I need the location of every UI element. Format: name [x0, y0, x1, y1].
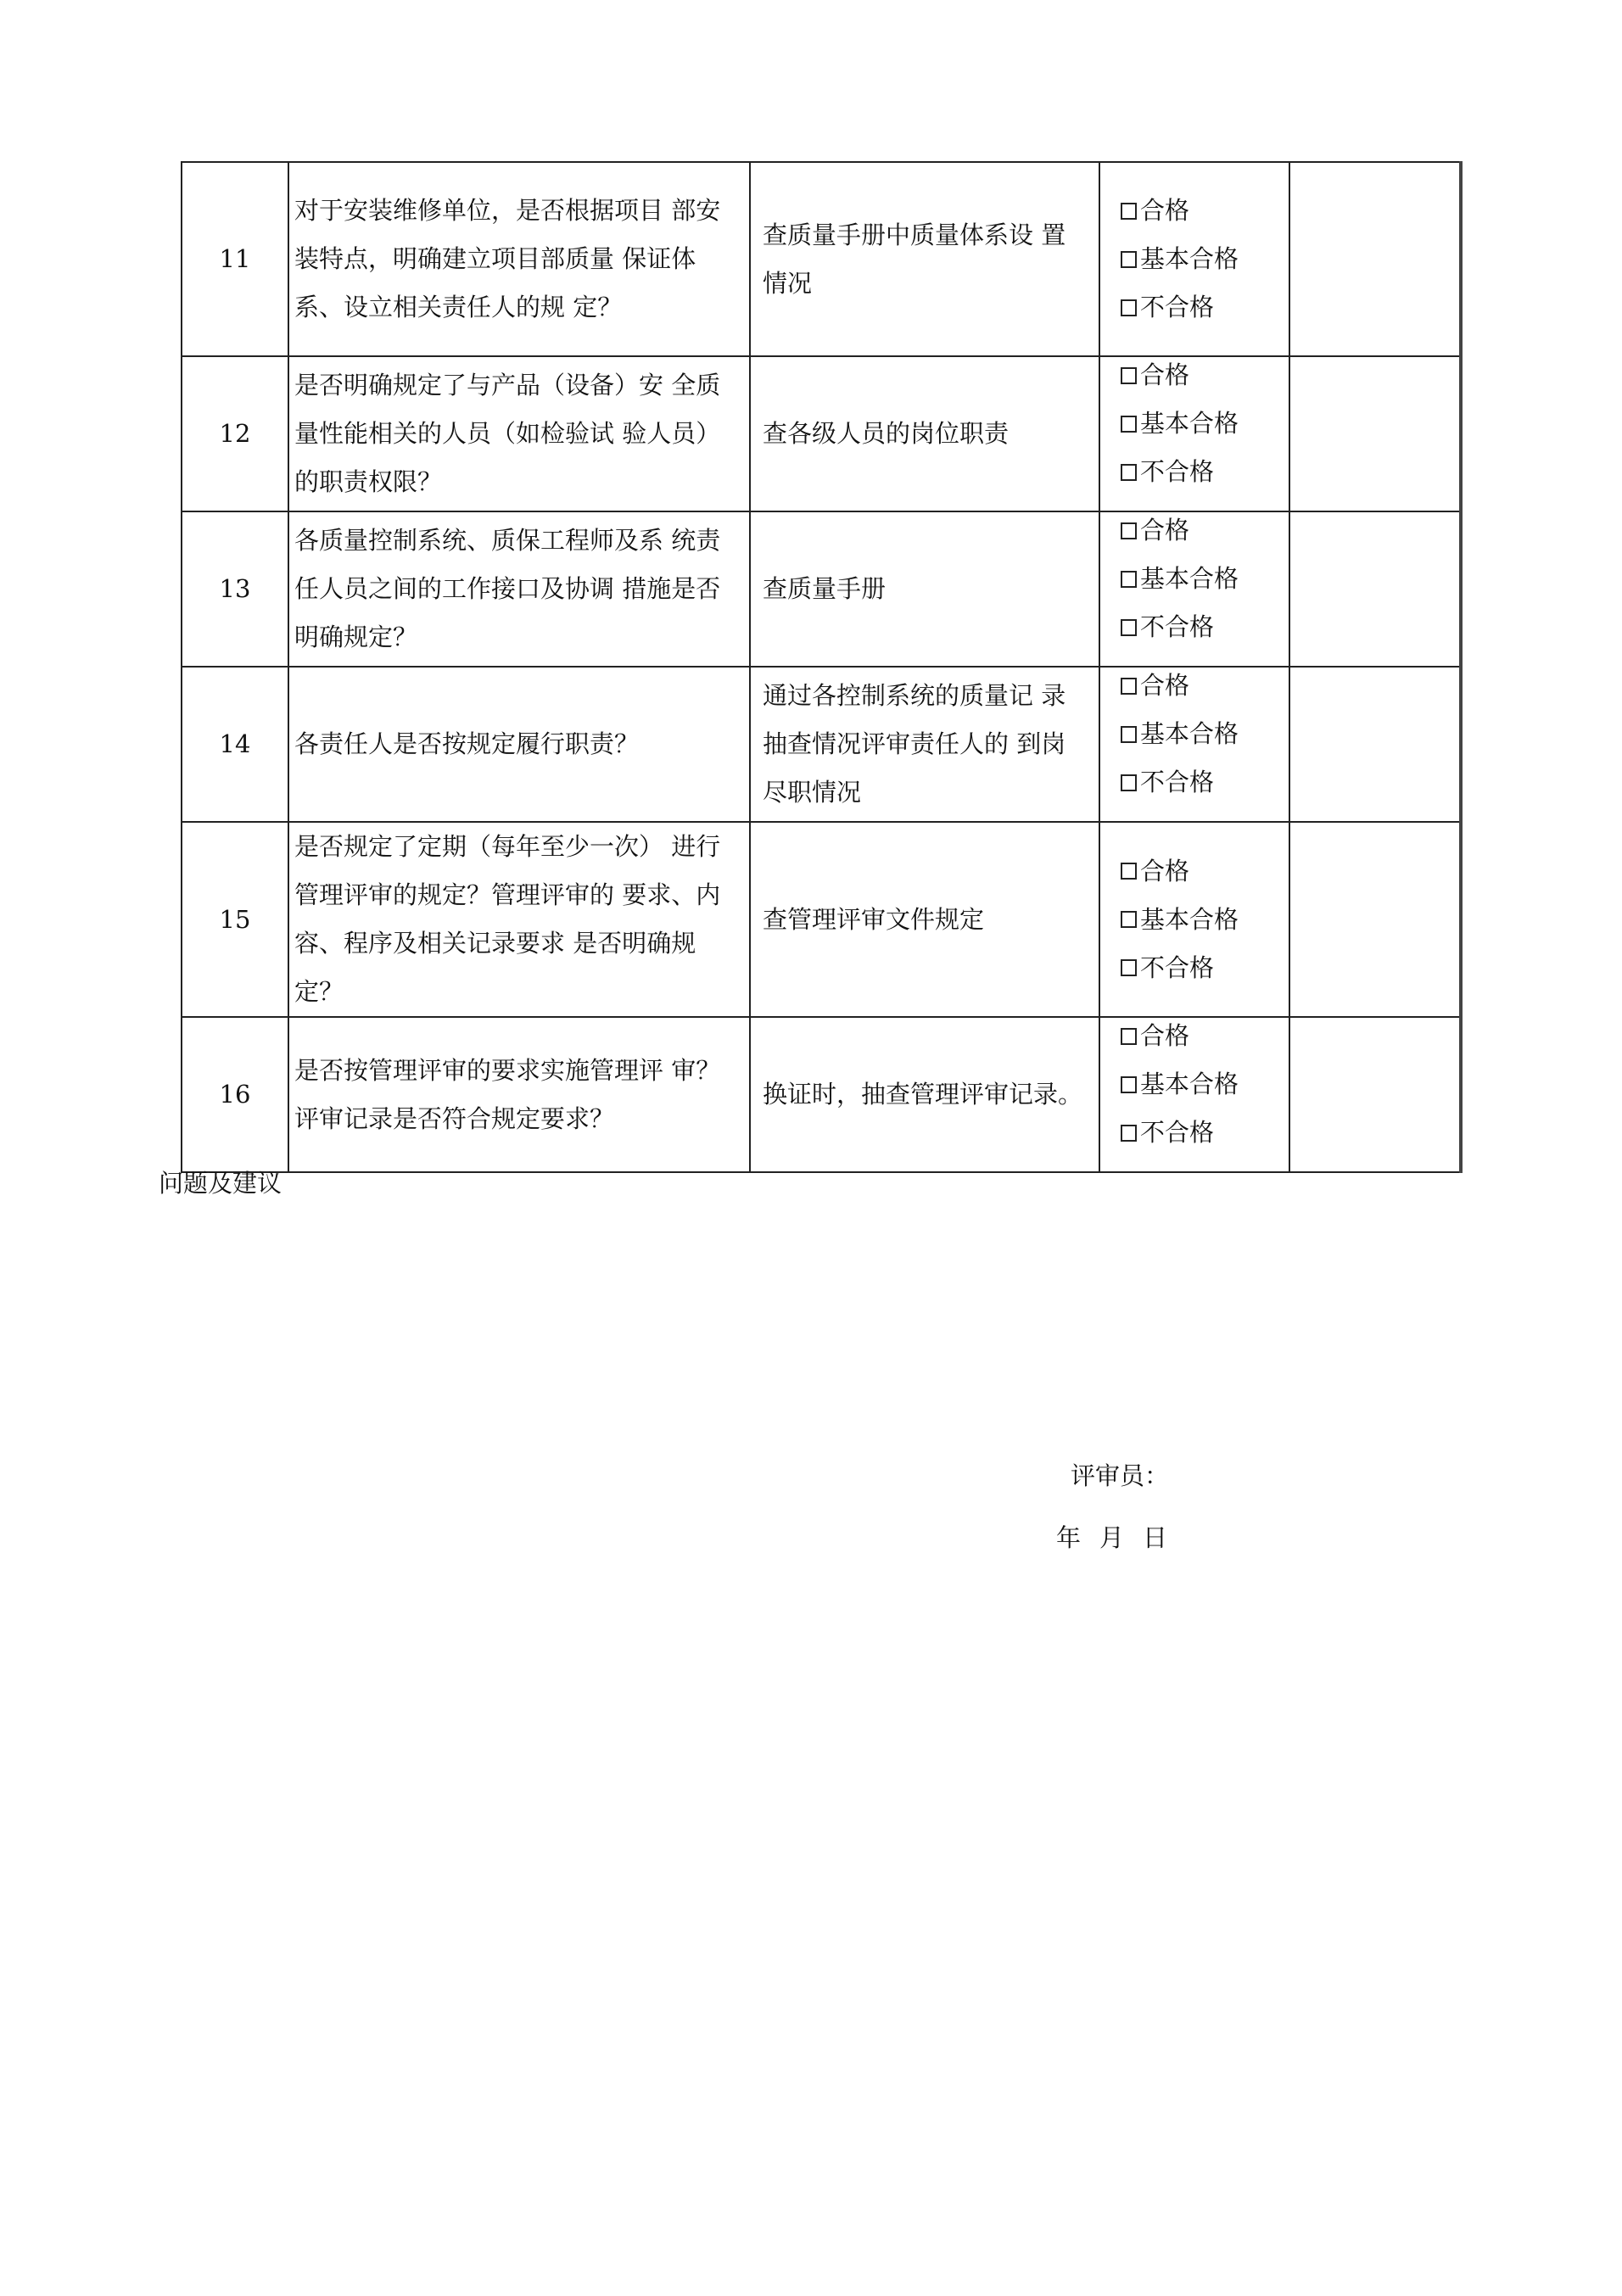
result-options-cell	[1099, 1017, 1289, 1172]
check-item-cell	[288, 822, 750, 1017]
checkbox-icon[interactable]	[1121, 251, 1137, 268]
checkbox-icon[interactable]	[1121, 1076, 1137, 1093]
row-number: 14	[219, 729, 251, 758]
check-method-cell	[750, 511, 1099, 667]
option-label: 合格	[1140, 360, 1190, 389]
option-label: 不合格	[1140, 1118, 1215, 1147]
option-label: 不合格	[1140, 952, 1215, 982]
check-item-cell	[288, 667, 750, 822]
option-label: 不合格	[1140, 457, 1215, 486]
checkbox-icon[interactable]	[1121, 619, 1137, 636]
checkbox-icon[interactable]	[1121, 203, 1137, 220]
row-number: 12	[219, 419, 251, 448]
remark-cell[interactable]	[1289, 667, 1461, 822]
remark-cell[interactable]	[1289, 162, 1461, 356]
check-method-cell	[750, 822, 1099, 1017]
option-basic-pass[interactable]	[1121, 235, 1289, 283]
option-label: 基本合格	[1140, 564, 1239, 593]
checkbox-icon[interactable]	[1121, 522, 1137, 539]
check-method-cell	[750, 356, 1099, 511]
problems-suggestions-label: 问题及建议	[159, 1169, 282, 1198]
checkbox-icon[interactable]	[1121, 1028, 1137, 1045]
result-options-cell	[1099, 667, 1289, 822]
table-row	[182, 162, 1461, 356]
option-fail[interactable]	[1121, 283, 1289, 332]
remark-cell[interactable]	[1289, 1017, 1461, 1172]
option-label: 基本合格	[1140, 904, 1239, 934]
row-number-cell	[182, 162, 288, 356]
row-number: 11	[219, 244, 251, 273]
check-item-text: 对于安装维修单位，是否根据项目 部安装特点，明确建立项目部质量 保证体系、设立相关责任人的规 定？	[294, 196, 721, 321]
checkbox-icon[interactable]	[1121, 774, 1137, 791]
row-number: 13	[219, 574, 251, 603]
option-fail[interactable]	[1121, 603, 1289, 651]
checkbox-icon[interactable]	[1121, 678, 1137, 695]
option-fail[interactable]	[1121, 758, 1289, 807]
checkbox-icon[interactable]	[1121, 299, 1137, 316]
check-item-text: 各质量控制系统、质保工程师及系 统责任人员之间的工作接口及协调 措施是否明确规定？	[294, 526, 721, 651]
row-number: 16	[219, 1080, 251, 1109]
option-label: 合格	[1140, 196, 1190, 225]
checkbox-icon[interactable]	[1121, 1125, 1137, 1142]
table-row	[182, 667, 1461, 822]
signature-date	[1056, 1521, 1186, 1555]
option-basic-pass[interactable]	[1121, 710, 1289, 758]
remark-cell[interactable]	[1289, 511, 1461, 667]
option-pass[interactable]	[1121, 187, 1289, 235]
option-label: 基本合格	[1140, 1070, 1239, 1098]
date-year-label: 年	[1056, 1523, 1082, 1552]
option-pass[interactable]	[1121, 351, 1289, 399]
row-number: 15	[219, 904, 251, 934]
option-basic-pass[interactable]	[1121, 399, 1289, 448]
review-checklist-table	[181, 161, 1463, 1173]
option-fail[interactable]	[1121, 944, 1289, 992]
check-item-cell	[288, 511, 750, 667]
checkbox-icon[interactable]	[1121, 571, 1137, 588]
check-method-cell	[750, 162, 1099, 356]
option-label: 不合格	[1140, 612, 1215, 641]
check-item-cell	[288, 1017, 750, 1172]
row-number-cell	[182, 356, 288, 511]
checkbox-icon[interactable]	[1121, 416, 1137, 433]
remark-cell[interactable]	[1289, 822, 1461, 1017]
check-item-text: 是否按管理评审的要求实施管理评 审？评审记录是否符合规定要求？	[294, 1055, 721, 1133]
checkbox-icon[interactable]	[1121, 464, 1137, 481]
option-basic-pass[interactable]	[1121, 555, 1289, 603]
check-item-text: 是否明确规定了与产品（设备）安 全质量性能相关的人员（如检验试 验人员）的职责权限？	[294, 371, 721, 496]
option-fail[interactable]	[1121, 448, 1289, 496]
option-pass[interactable]	[1121, 847, 1289, 896]
check-item-cell	[288, 162, 750, 356]
option-label: 合格	[1140, 1021, 1190, 1050]
check-method-text: 查质量手册中质量体系设 置情况	[763, 220, 1066, 298]
table-row	[182, 1017, 1461, 1172]
table-row	[182, 356, 1461, 511]
table-row	[182, 511, 1461, 667]
option-pass[interactable]	[1121, 506, 1289, 555]
result-options-cell	[1099, 822, 1289, 1017]
check-item-cell	[288, 356, 750, 511]
checkbox-icon[interactable]	[1121, 863, 1137, 880]
option-label: 基本合格	[1140, 244, 1239, 273]
row-number-cell	[182, 667, 288, 822]
option-basic-pass[interactable]	[1121, 1060, 1289, 1109]
check-method-text: 换证时，抽查管理评审记录。	[763, 1080, 1083, 1109]
check-method-text: 查各级人员的岗位职责	[763, 419, 1010, 448]
check-method-cell	[750, 667, 1099, 822]
check-item-text: 各责任人是否按规定履行职责？	[294, 729, 640, 758]
option-label: 合格	[1140, 671, 1190, 700]
checkbox-icon[interactable]	[1121, 367, 1137, 384]
result-options-cell	[1099, 356, 1289, 511]
row-number-cell	[182, 511, 288, 667]
checkbox-icon[interactable]	[1121, 959, 1137, 976]
option-label: 合格	[1140, 856, 1190, 885]
remark-cell[interactable]	[1289, 356, 1461, 511]
option-pass[interactable]	[1121, 662, 1289, 710]
option-label: 合格	[1140, 516, 1190, 545]
date-month-label: 月	[1099, 1523, 1125, 1552]
option-label: 不合格	[1140, 293, 1215, 321]
check-method-text: 查管理评审文件规定	[763, 904, 985, 934]
option-basic-pass[interactable]	[1121, 896, 1289, 944]
option-fail[interactable]	[1121, 1109, 1289, 1157]
result-options-cell	[1099, 162, 1289, 356]
checkbox-icon[interactable]	[1121, 911, 1137, 928]
row-number-cell	[182, 1017, 288, 1172]
option-label: 基本合格	[1140, 409, 1239, 438]
check-item-text: 是否规定了定期（每年至少一次） 进行管理评审的规定？管理评审的 要求、内容、程序及相关记录要求 是否明确规定？	[294, 832, 721, 1006]
option-label: 不合格	[1140, 768, 1215, 796]
option-label: 基本合格	[1140, 719, 1239, 748]
checkbox-icon[interactable]	[1121, 726, 1137, 743]
reviewer-label: 评审员：	[1071, 1461, 1170, 1490]
table-row	[182, 822, 1461, 1017]
date-day-label: 日	[1143, 1523, 1168, 1552]
check-method-cell	[750, 1017, 1099, 1172]
result-options-cell	[1099, 511, 1289, 667]
check-method-text: 查质量手册	[763, 574, 887, 603]
option-pass[interactable]	[1121, 1012, 1289, 1060]
row-number-cell	[182, 822, 288, 1017]
check-method-text: 通过各控制系统的质量记 录抽查情况评审责任人的 到岗尽职情况	[763, 681, 1066, 807]
